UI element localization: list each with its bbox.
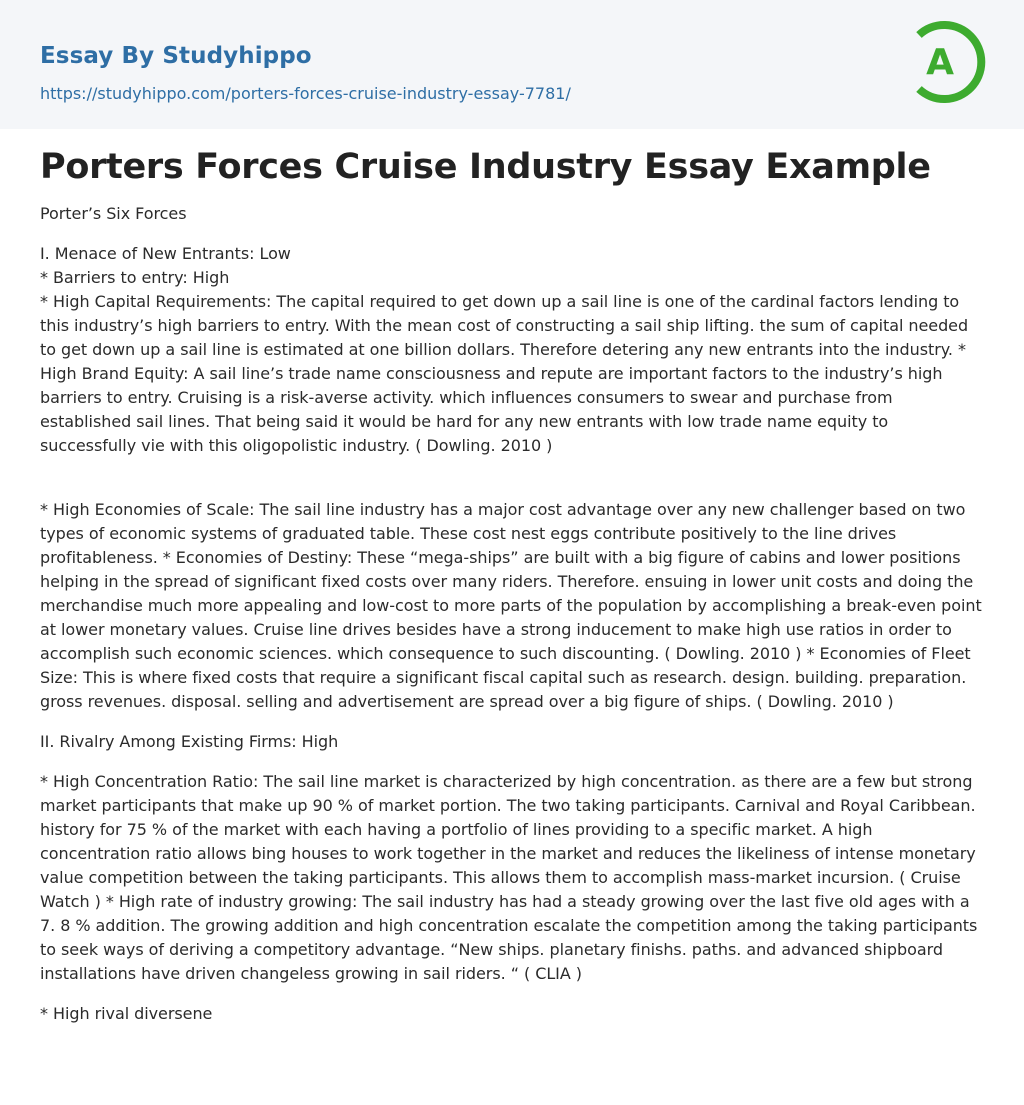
circle-a-logo-icon[interactable] [910, 18, 990, 106]
essay-url-link[interactable]: https://studyhippo.com/porters-forces-cruise-industry-essay-7781/ [40, 84, 571, 103]
paragraph: I. Menace of New Entrants: Low * Barriers to entry: High * High Capital Requirements: The capital required to get down up a sail line is one of the cardinal factors lending to this industry’s high barriers to entry. With the mean cost of constructing a sail ship lifting. the sum of capital needed to get down up a sail line is estimated at one billion dollars. Therefore detering any new entrants into the industry. * High Brand Equity: A sail line’s trade name consciousness and repute are important factors to the industry’s high barriers to entry. Cruising is a risk-averse activity. which influences consumers to swear and purchase from established sail lines. That being said it would be hard for any new entrants with low trade name equity to successfully vie with this oligopolistic industry. ( Dowling. 2010 ) [40, 244, 969, 455]
paragraph: * High Concentration Ratio: The sail line market is characterized by high concentration. as there are a few but strong market participants that make up 90 % of market portion. The two taking participants. Carnival and Royal Caribbean. history for 75 % of the market with each having a portfolio of lines providing to a specific market. A high concentration ratio allows bing houses to work together in the market and reduces the likeliness of intense monetary value competition between the taking participants. This allows them to accomplish mass-market incursion. ( Cruise Watch ) * High rate of industry growing: The sail industry has had a steady growing over the last five old ages with a 7. 8 % addition. The growing addition and high concentration escalate the competition among the taking participants to seek ways of deriving a competitory advantage. “New ships. planetary finishs. paths. and advanced shipboard installations have driven changeless growing in sail riders. “ ( CLIA ) [40, 772, 978, 983]
brand-title[interactable]: Essay By Studyhippo [40, 43, 312, 69]
paragraph: II. Rivalry Among Existing Firms: High [40, 732, 339, 751]
paragraph: * High rival diversene [40, 1004, 213, 1023]
page-title: Porters Forces Cruise Industry Essay Example [40, 147, 931, 187]
paragraph: Porter’s Six Forces [40, 204, 187, 223]
logo-letter: A [926, 42, 954, 83]
paragraph-gap [40, 474, 986, 498]
site-header [0, 0, 1024, 129]
paragraph: * High Economies of Scale: The sail line industry has a major cost advantage over any new challenger based on two types of economic systems of graduated table. These cost nest eggs contribute positively to the line drives profitableness. * Economies of Destiny: These “mega-ships” are built with a big figure of cabins and lower positions helping in the spread of significant fixed costs over many riders. Therefore. ensuing in lower unit costs and doing the merchandise much more appealing and low-cost to more parts of the population by accomplishing a break-even point at lower monetary values. Cruise line drives besides have a strong inducement to make high use ratios in order to accomplish such economic sciences. which consequence to such discounting. ( Dowling. 2010 ) * Economies of Fleet Size: This is where fixed costs that require a significant fiscal capital such as research. design. building. preparation. gross revenues. disposal. selling and advertisement are spread over a big figure of ships. ( Dowling. 2010 ) [40, 500, 982, 711]
article-body [40, 144, 986, 1042]
